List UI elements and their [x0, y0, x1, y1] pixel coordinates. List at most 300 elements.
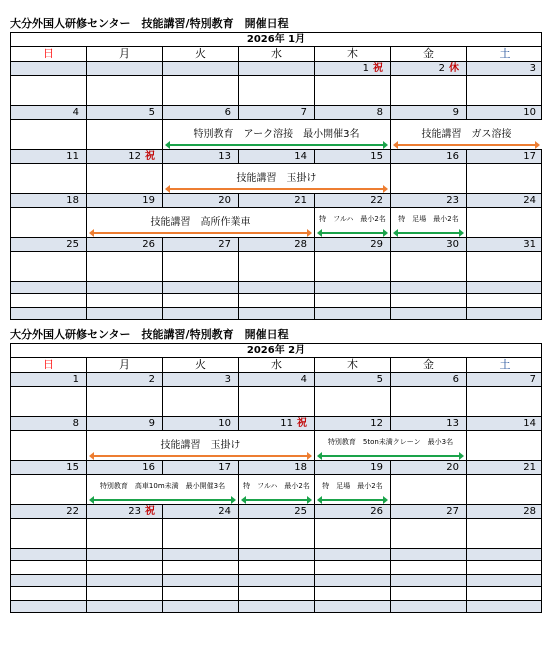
cell-divider — [239, 76, 315, 105]
date-number: 10 — [218, 418, 231, 429]
cell-divider — [163, 294, 239, 307]
arrow-left-icon — [317, 452, 322, 460]
date-number: 9 — [452, 107, 459, 118]
arrow-left-icon — [89, 496, 94, 504]
cell-divider — [239, 519, 315, 548]
cell-divider — [315, 561, 391, 574]
weekday-header: 金 — [391, 358, 467, 372]
arrow-line — [396, 144, 537, 146]
weekday-header: 土 — [499, 47, 511, 60]
arrow-right-icon — [383, 496, 388, 504]
date-number: 20 — [446, 462, 459, 473]
date-cell — [163, 417, 239, 430]
date-cell — [391, 373, 467, 386]
date-number: 8 — [72, 418, 79, 429]
event-row — [10, 431, 542, 461]
date-cell — [467, 373, 543, 386]
blank-row — [10, 282, 542, 294]
cell-divider — [87, 308, 163, 319]
cell-divider — [467, 294, 543, 307]
date-cell — [87, 150, 163, 163]
date-number: 21 — [294, 195, 307, 206]
date-number: 4 — [300, 374, 307, 385]
month-label: 2026年 2月 — [10, 344, 542, 358]
date-number: 15 — [66, 462, 79, 473]
arrow-left-icon — [317, 496, 322, 504]
arrow-left-icon — [165, 141, 170, 149]
arrow-right-icon — [459, 452, 464, 460]
date-number: 17 — [218, 462, 231, 473]
date-cell — [87, 417, 163, 430]
cell-divider — [163, 76, 239, 105]
cell-divider — [315, 252, 391, 281]
date-cell — [87, 461, 163, 474]
date-number: 11 — [66, 151, 79, 162]
cell-divider — [391, 76, 467, 105]
date-cell — [315, 62, 391, 75]
cell-divider — [11, 76, 87, 105]
arrow-right-icon — [231, 496, 236, 504]
cell-divider — [315, 549, 391, 560]
cell-divider — [11, 120, 87, 149]
arrow-line — [92, 499, 233, 501]
cell-dividers — [11, 282, 541, 293]
date-number: 13 — [446, 418, 459, 429]
date-cell — [239, 461, 315, 474]
date-cell — [315, 194, 391, 207]
date-number: 24 — [218, 506, 231, 517]
cell-divider — [315, 519, 391, 548]
event-row — [10, 519, 542, 549]
date-number: 7 — [529, 374, 536, 385]
date-cell — [11, 417, 87, 430]
holiday-mark: 祝 — [373, 63, 383, 74]
cell-divider — [391, 387, 467, 416]
event-row — [10, 387, 542, 417]
date-row — [10, 194, 542, 208]
calendar-title: 大分外国人研修センター 技能講習/特別教育 開催日程 — [10, 328, 289, 341]
holiday-mark: 休 — [449, 63, 459, 74]
course-event[interactable] — [315, 208, 390, 237]
cell-divider — [239, 561, 315, 574]
cell-divider — [163, 387, 239, 416]
cell-divider — [11, 475, 87, 504]
event-row — [10, 164, 542, 194]
date-number: 6 — [452, 374, 459, 385]
blank-row — [10, 575, 542, 587]
date-cell — [315, 238, 391, 251]
course-event[interactable] — [315, 431, 466, 460]
cell-divider — [11, 208, 87, 237]
cell-divider — [87, 587, 163, 600]
cell-dividers — [11, 294, 541, 307]
cell-divider — [391, 164, 467, 193]
cell-divider — [239, 387, 315, 416]
cell-divider — [11, 561, 87, 574]
date-cell — [163, 106, 239, 119]
cell-divider — [11, 282, 87, 293]
date-cell — [163, 461, 239, 474]
date-cell — [239, 194, 315, 207]
blank-row — [10, 587, 542, 601]
date-cell — [239, 62, 315, 75]
holiday-mark: 祝 — [297, 418, 307, 429]
blank-row — [10, 549, 542, 561]
course-event-label: 技能講習 玉掛け — [160, 440, 241, 451]
weekday-header: 土 — [499, 358, 511, 371]
cell-divider — [391, 549, 467, 560]
date-number: 22 — [66, 506, 79, 517]
calendar-title: 大分外国人研修センター 技能講習/特別教育 開催日程 — [10, 17, 289, 30]
date-number: 5 — [376, 374, 383, 385]
arrow-line — [92, 455, 309, 457]
cell-dividers — [11, 308, 541, 319]
date-row — [10, 106, 542, 120]
date-number: 29 — [370, 239, 383, 250]
date-cell — [315, 106, 391, 119]
cell-divider — [87, 519, 163, 548]
weekday-header: 木 — [315, 358, 391, 372]
date-cell — [163, 373, 239, 386]
date-number: 2 — [438, 63, 445, 74]
arrow-line — [320, 499, 385, 501]
date-number: 5 — [148, 107, 155, 118]
date-cell — [239, 106, 315, 119]
cell-divider — [391, 587, 467, 600]
date-cell — [163, 194, 239, 207]
cell-divider — [391, 601, 467, 612]
cell-dividers — [11, 575, 541, 586]
cell-divider — [163, 587, 239, 600]
arrow-left-icon — [393, 141, 398, 149]
cell-divider — [11, 575, 87, 586]
calendar-grid — [10, 343, 542, 613]
date-row — [10, 62, 542, 76]
date-cell — [87, 194, 163, 207]
course-event-label: 技能講習 玉掛け — [236, 173, 317, 184]
date-cell — [315, 373, 391, 386]
date-cell — [467, 62, 543, 75]
cell-divider — [87, 164, 163, 193]
cell-dividers — [11, 252, 541, 281]
date-cell — [467, 194, 543, 207]
course-event-label: 特別教育 高車10m未満 最小開催3名 — [99, 482, 226, 490]
date-cell — [11, 373, 87, 386]
weekday-header: 日 — [11, 47, 87, 61]
date-cell — [391, 238, 467, 251]
cell-dividers — [11, 587, 541, 600]
course-event-label: 特 フルハ 最小2名 — [243, 482, 310, 490]
arrow-right-icon — [535, 141, 540, 149]
cell-divider — [87, 575, 163, 586]
date-number: 1 — [72, 374, 79, 385]
blank-row — [10, 294, 542, 308]
date-cell — [163, 62, 239, 75]
cell-divider — [239, 282, 315, 293]
event-row — [10, 252, 542, 282]
cell-divider — [467, 587, 543, 600]
course-event[interactable] — [87, 208, 314, 237]
date-number: 23 — [128, 506, 141, 517]
weekday-header: 月 — [87, 358, 163, 372]
arrow-right-icon — [383, 141, 388, 149]
date-number: 4 — [72, 107, 79, 118]
arrow-left-icon — [89, 229, 94, 237]
course-event-label: 技能講習 ガス溶接 — [421, 129, 512, 140]
cell-divider — [239, 294, 315, 307]
arrow-left-icon — [89, 452, 94, 460]
cell-dividers — [11, 561, 541, 574]
date-number: 13 — [218, 151, 231, 162]
cell-divider — [391, 475, 467, 504]
calendar-grid — [10, 32, 542, 320]
date-number: 22 — [370, 195, 383, 206]
cell-divider — [467, 76, 543, 105]
date-cell — [239, 150, 315, 163]
cell-divider — [87, 549, 163, 560]
arrow-left-icon — [241, 496, 246, 504]
cell-divider — [315, 601, 391, 612]
cell-divider — [87, 387, 163, 416]
cell-divider — [315, 575, 391, 586]
course-event[interactable] — [391, 208, 466, 237]
arrow-line — [320, 455, 461, 457]
course-event-label: 特別教育 5ton未満クレーン 最小3名 — [327, 438, 454, 446]
date-row — [10, 461, 542, 475]
weekday-header: 金 — [391, 47, 467, 61]
date-number: 15 — [370, 151, 383, 162]
course-event-label: 特 フルハ 最小2名 — [319, 215, 386, 223]
date-cell — [239, 238, 315, 251]
cell-divider — [467, 561, 543, 574]
cell-divider — [11, 387, 87, 416]
course-event[interactable] — [163, 164, 390, 193]
cell-divider — [315, 308, 391, 319]
date-number: 28 — [523, 506, 536, 517]
event-row — [10, 76, 542, 106]
arrow-right-icon — [307, 452, 312, 460]
arrow-right-icon — [307, 496, 312, 504]
event-row — [10, 475, 542, 505]
cell-divider — [11, 549, 87, 560]
weekday-header: 月 — [87, 47, 163, 61]
date-cell — [11, 505, 87, 518]
date-cell — [391, 417, 467, 430]
date-number: 26 — [370, 506, 383, 517]
arrow-left-icon — [165, 185, 170, 193]
cell-divider — [87, 561, 163, 574]
arrow-left-icon — [317, 229, 322, 237]
arrow-left-icon — [393, 229, 398, 237]
cell-divider — [467, 387, 543, 416]
cell-divider — [315, 587, 391, 600]
date-number: 10 — [523, 107, 536, 118]
date-number: 12 — [370, 418, 383, 429]
date-number: 2 — [148, 374, 155, 385]
date-cell — [87, 62, 163, 75]
cell-divider — [467, 208, 543, 237]
cell-divider — [163, 575, 239, 586]
date-cell — [315, 150, 391, 163]
cell-divider — [315, 76, 391, 105]
date-cell — [87, 373, 163, 386]
cell-divider — [11, 252, 87, 281]
course-event-label: 特 足場 最小2名 — [322, 482, 383, 490]
date-cell — [11, 62, 87, 75]
date-cell — [467, 106, 543, 119]
arrow-line — [396, 232, 461, 234]
cell-divider — [239, 601, 315, 612]
date-number: 18 — [294, 462, 307, 473]
course-event-label: 特 足場 最小2名 — [398, 215, 459, 223]
cell-dividers — [11, 387, 541, 416]
cell-divider — [87, 252, 163, 281]
cell-divider — [239, 308, 315, 319]
date-number: 27 — [218, 239, 231, 250]
cell-dividers — [11, 76, 541, 105]
blank-row — [10, 308, 542, 320]
cell-divider — [315, 282, 391, 293]
cell-divider — [163, 252, 239, 281]
date-cell — [315, 417, 391, 430]
event-row — [10, 120, 542, 150]
weekday-header: 日 — [11, 358, 87, 372]
cell-divider — [11, 164, 87, 193]
arrow-line — [320, 232, 385, 234]
date-cell — [87, 238, 163, 251]
cell-divider — [467, 549, 543, 560]
date-number: 7 — [300, 107, 307, 118]
date-row — [10, 505, 542, 519]
cell-divider — [87, 282, 163, 293]
course-event[interactable] — [239, 475, 314, 504]
course-event[interactable] — [163, 120, 390, 149]
cell-divider — [391, 561, 467, 574]
weekday-header: 水 — [239, 47, 315, 61]
month-label: 2026年 1月 — [10, 33, 542, 47]
date-cell — [239, 417, 315, 430]
date-number: 25 — [66, 239, 79, 250]
weekday-header: 木 — [315, 47, 391, 61]
date-number: 16 — [142, 462, 155, 473]
date-cell — [11, 238, 87, 251]
weekday-header: 火 — [163, 47, 239, 61]
arrow-line — [168, 144, 385, 146]
date-cell — [391, 194, 467, 207]
date-cell — [11, 194, 87, 207]
cell-divider — [239, 549, 315, 560]
cell-divider — [239, 252, 315, 281]
date-number: 16 — [446, 151, 459, 162]
cell-divider — [11, 601, 87, 612]
date-number: 3 — [224, 374, 231, 385]
date-number: 1 — [362, 63, 369, 74]
cell-divider — [467, 282, 543, 293]
date-cell — [163, 150, 239, 163]
date-number: 6 — [224, 107, 231, 118]
course-event[interactable] — [87, 431, 314, 460]
cell-divider — [391, 282, 467, 293]
arrow-right-icon — [459, 229, 464, 237]
date-cell — [467, 461, 543, 474]
date-cell — [391, 106, 467, 119]
date-number: 9 — [148, 418, 155, 429]
date-number: 30 — [446, 239, 459, 250]
cell-divider — [11, 308, 87, 319]
cell-divider — [391, 308, 467, 319]
cell-divider — [391, 575, 467, 586]
date-number: 24 — [523, 195, 536, 206]
date-number: 14 — [294, 151, 307, 162]
weekday-header-row — [10, 47, 542, 62]
cell-divider — [239, 587, 315, 600]
date-cell — [467, 505, 543, 518]
arrow-right-icon — [383, 185, 388, 193]
cell-divider — [391, 519, 467, 548]
arrow-line — [244, 499, 309, 501]
date-number: 20 — [218, 195, 231, 206]
blank-row — [10, 601, 542, 613]
cell-divider — [467, 308, 543, 319]
date-number: 28 — [294, 239, 307, 250]
date-cell — [239, 505, 315, 518]
cell-dividers — [11, 549, 541, 560]
date-number: 18 — [66, 195, 79, 206]
date-number: 26 — [142, 239, 155, 250]
event-row — [10, 208, 542, 238]
date-cell — [391, 461, 467, 474]
course-event[interactable] — [315, 475, 390, 504]
date-number: 27 — [446, 506, 459, 517]
cell-divider — [467, 519, 543, 548]
weekday-header-row — [10, 358, 542, 373]
date-number: 23 — [446, 195, 459, 206]
date-cell — [87, 106, 163, 119]
cell-divider — [11, 294, 87, 307]
arrow-line — [168, 188, 385, 190]
cell-divider — [11, 587, 87, 600]
cell-divider — [163, 561, 239, 574]
cell-divider — [11, 519, 87, 548]
date-row — [10, 238, 542, 252]
date-number: 3 — [529, 63, 536, 74]
date-cell — [467, 238, 543, 251]
arrow-right-icon — [307, 229, 312, 237]
course-event[interactable] — [87, 475, 238, 504]
cell-divider — [87, 601, 163, 612]
date-cell — [467, 150, 543, 163]
date-cell — [87, 505, 163, 518]
cell-divider — [163, 308, 239, 319]
cell-divider — [391, 294, 467, 307]
date-cell — [11, 150, 87, 163]
cell-divider — [11, 431, 87, 460]
cell-divider — [467, 475, 543, 504]
course-event-label: 特別教育 アーク溶接 最小開催3名 — [193, 129, 360, 140]
date-number: 19 — [142, 195, 155, 206]
date-cell — [163, 505, 239, 518]
cell-dividers — [11, 601, 541, 612]
date-number: 21 — [523, 462, 536, 473]
holiday-mark: 祝 — [145, 151, 155, 162]
date-number: 8 — [376, 107, 383, 118]
holiday-mark: 祝 — [145, 506, 155, 517]
cell-divider — [315, 387, 391, 416]
course-event[interactable] — [391, 120, 542, 149]
date-cell — [391, 62, 467, 75]
weekday-header: 火 — [163, 358, 239, 372]
date-number: 19 — [370, 462, 383, 473]
